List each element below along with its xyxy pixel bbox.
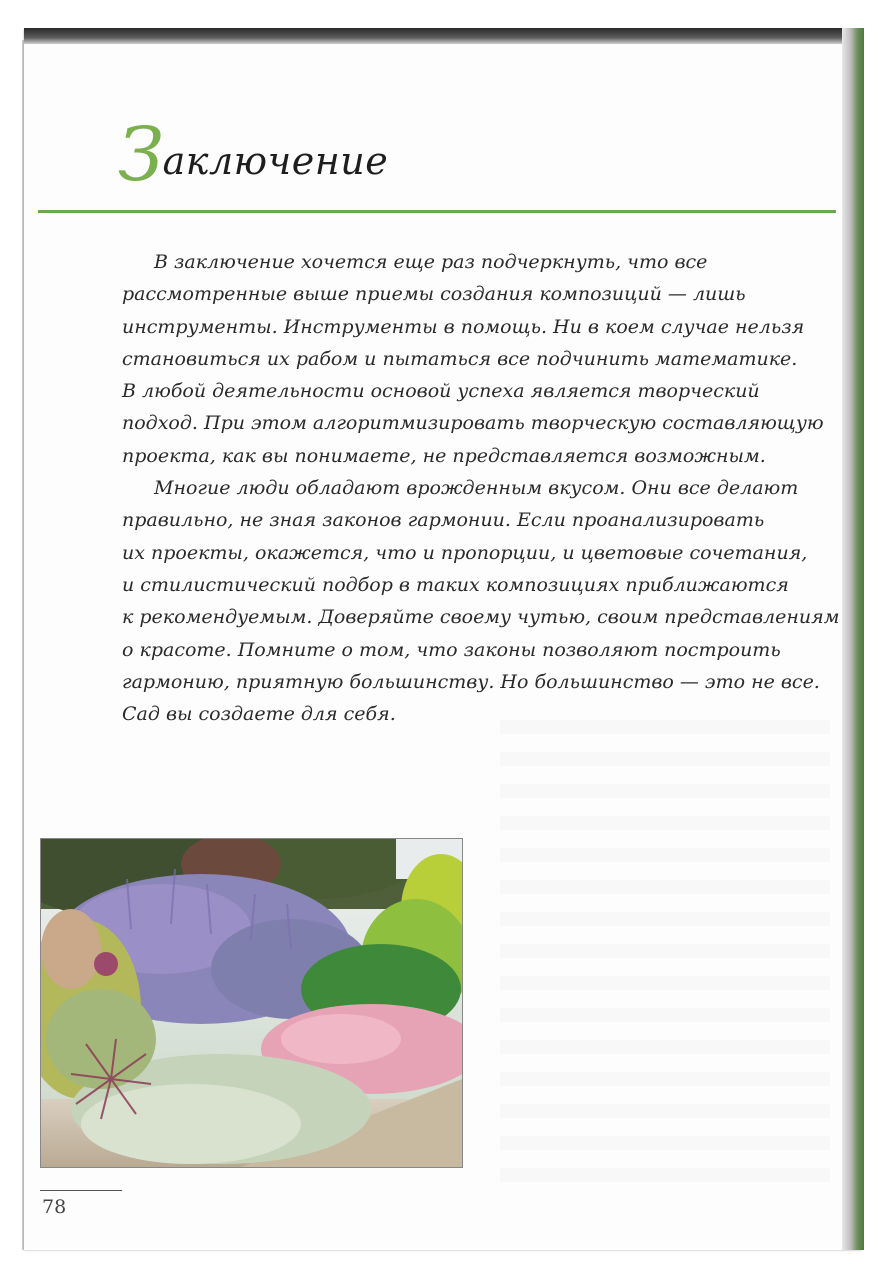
- text-line: к рекомендуемым. Доверяйте своему чутью, своим представлениям: [122, 606, 840, 629]
- text-line: Многие люди обладают врожденным вкусом. Они все делают: [154, 477, 799, 500]
- title-initial: З: [118, 112, 165, 198]
- text-line: и стилистический подбор в таких композициях приближаются: [122, 573, 789, 596]
- text-line: подход. При этом алгоритмизировать творческую составляющую: [122, 412, 824, 435]
- text-line: правильно, не зная законов гармонии. Если проанализировать: [122, 509, 765, 532]
- chapter-title: [118, 112, 389, 198]
- text-line: их проекты, окажется, что и пропорции, и цветовые сочетания,: [122, 541, 808, 564]
- garden-photo: [40, 838, 463, 1168]
- text-line: гармонию, приятную большинству. Но большинство — это не все.: [122, 670, 820, 693]
- page-right-edge: [842, 28, 864, 1250]
- text-line: становиться их рабом и пытаться все подчинить математике.: [122, 347, 798, 370]
- show-through-text: [500, 720, 830, 1190]
- garden-illustration: [41, 839, 462, 1167]
- text-line: В заключение хочется еще раз подчеркнуть, что все: [154, 251, 708, 273]
- title-rest: аключение: [162, 139, 389, 183]
- folio-rule: [40, 1190, 122, 1191]
- page-number: 78: [42, 1196, 67, 1218]
- body-text: [122, 246, 840, 730]
- page-top-edge: [24, 28, 862, 44]
- text-line: Сад вы создаете для себя.: [122, 703, 396, 726]
- text-line: рассмотренные выше приемы создания композиций — лишь: [122, 283, 746, 306]
- text-line: В любой деятельности основой успеха является творческий: [122, 380, 760, 403]
- text-line: о красоте. Помните о том, что законы позволяют построить: [122, 638, 781, 661]
- text-line: проекта, как вы понимаете, не представляется возможным.: [122, 444, 766, 467]
- title-rule: [38, 210, 836, 213]
- text-line: инструменты. Инструменты в помощь. Ни в коем случае нельзя: [122, 315, 805, 338]
